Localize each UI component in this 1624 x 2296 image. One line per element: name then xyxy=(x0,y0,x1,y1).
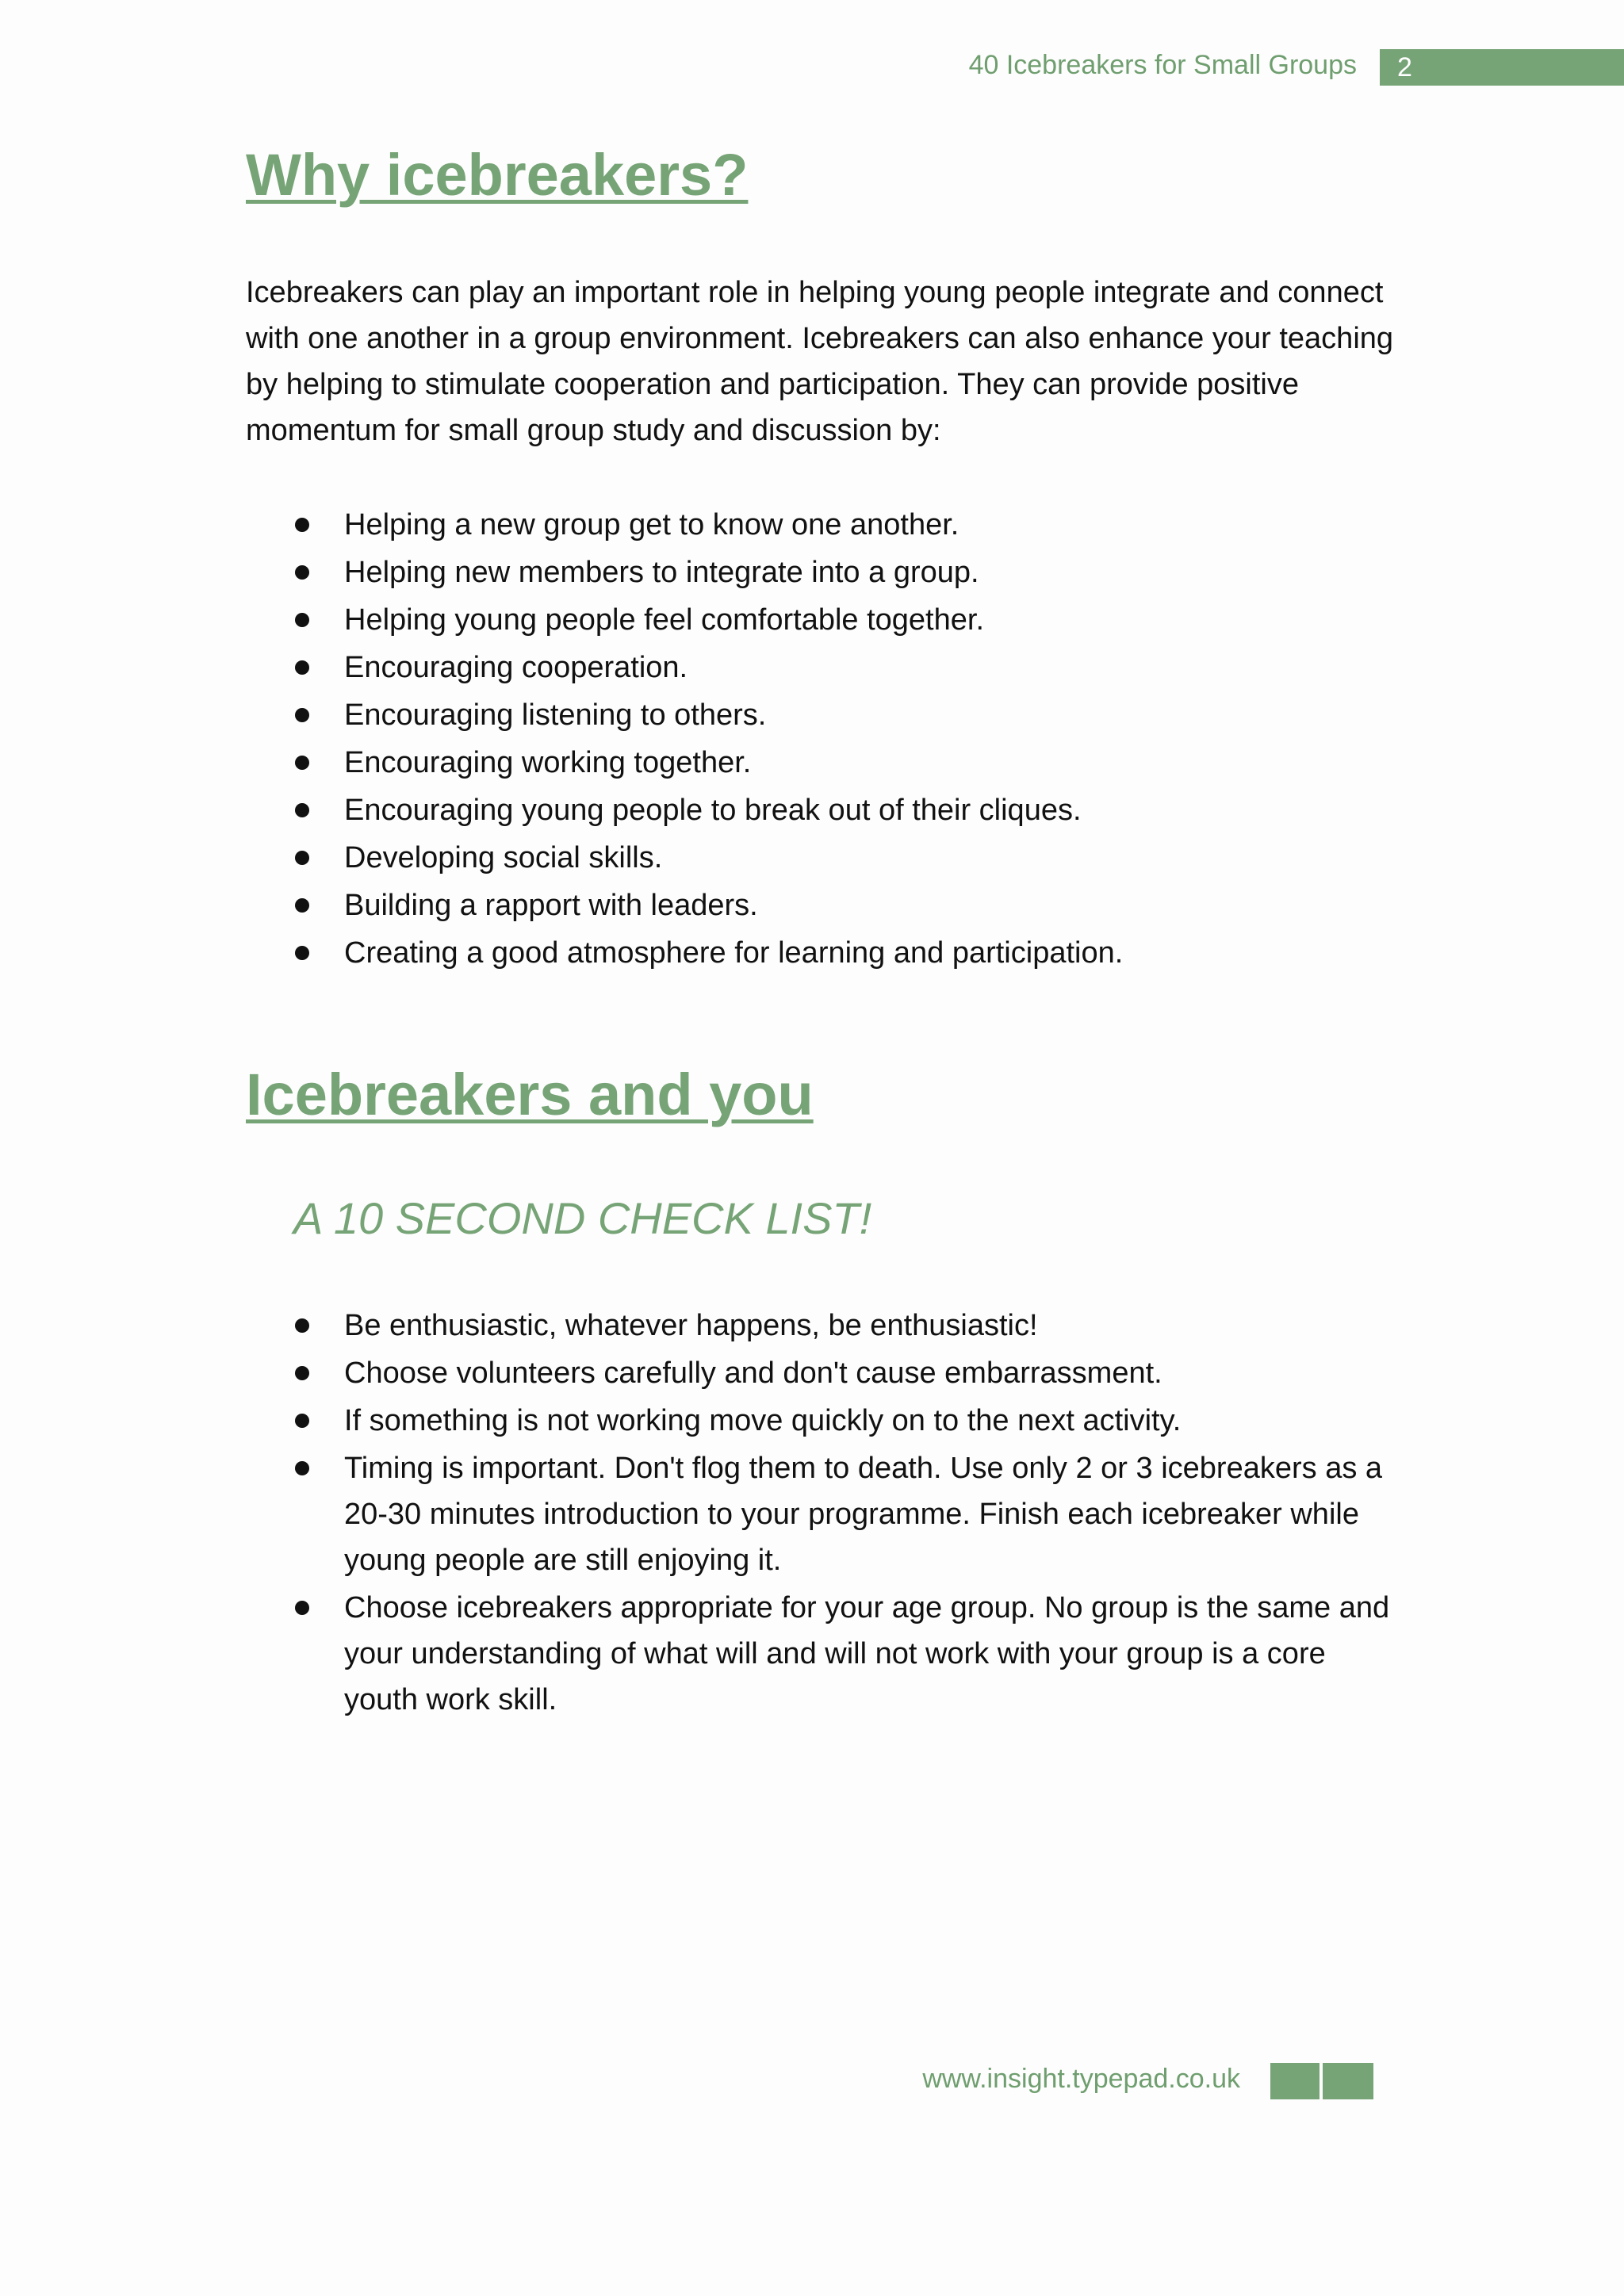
footer-block-left xyxy=(1270,2063,1320,2099)
list-item xyxy=(246,644,1435,691)
list-item-text: Developing social skills. xyxy=(344,841,663,874)
bullet-icon xyxy=(295,946,309,960)
list-item xyxy=(246,929,1435,977)
bullet-icon xyxy=(295,660,309,675)
bullet-icon xyxy=(295,565,309,580)
bullet-icon xyxy=(295,708,309,722)
list-item-text: Helping new members to integrate into a group. xyxy=(344,556,979,589)
bullet-icon xyxy=(295,1414,309,1428)
list-item xyxy=(246,1398,1404,1444)
benefits-list xyxy=(246,501,1435,977)
list-item-text: Encouraging working together. xyxy=(344,746,752,779)
page-number: 2 xyxy=(1397,52,1412,82)
list-item-text: Helping a new group get to know one another. xyxy=(344,508,959,541)
bullet-icon xyxy=(295,851,309,865)
list-item-text: Creating a good atmosphere for learning and participation. xyxy=(344,936,1124,970)
bullet-icon xyxy=(295,1601,309,1615)
list-item-text: Choose icebreakers appropriate for your age group. No group is the same and your understanding of what will and will not work with your group is a core youth work skill. xyxy=(344,1591,1390,1716)
bullet-icon xyxy=(295,1318,309,1333)
list-item xyxy=(246,549,1435,596)
list-item xyxy=(246,1303,1404,1349)
list-item-text: Timing is important. Don't flog them to death. Use only 2 or 3 icebreakers as a 20-30 minutes introduction to your programme. Finish each icebreaker while young people are still enjoying it. xyxy=(344,1452,1383,1577)
list-item-text: If something is not working move quickly on to the next activity. xyxy=(344,1404,1182,1437)
list-item xyxy=(246,1445,1404,1583)
list-item-text: Encouraging cooperation. xyxy=(344,651,688,684)
list-item xyxy=(246,739,1435,786)
checklist-subheading: A 10 SECOND CHECK LIST! xyxy=(293,1193,872,1243)
bullet-icon xyxy=(295,756,309,770)
list-item xyxy=(246,1350,1404,1396)
list-item xyxy=(246,691,1435,739)
footer-block-right xyxy=(1323,2063,1373,2099)
list-item xyxy=(246,1585,1404,1723)
list-item xyxy=(246,834,1435,882)
footer-url: www.insight.typepad.co.uk xyxy=(922,2064,1240,2094)
list-item-text: Encouraging listening to others. xyxy=(344,698,767,732)
list-item xyxy=(246,786,1435,834)
list-item xyxy=(246,596,1435,644)
bullet-icon xyxy=(295,898,309,913)
list-item-text: Be enthusiastic, whatever happens, be enthusiastic! xyxy=(344,1309,1038,1342)
intro-paragraph: Icebreakers can play an important role in helping young people integrate and connect with one another in a group environment. Icebreakers can also enhance your teaching by helping to stimulate cooperation and participation. They can provide positive momentum for small group study and discussion by: xyxy=(246,276,1394,447)
list-item-text: Building a rapport with leaders. xyxy=(344,889,758,922)
bullet-icon xyxy=(295,518,309,532)
heading-icebreakers-and-you: Icebreakers and you xyxy=(246,1062,814,1127)
bullet-icon xyxy=(295,1461,309,1475)
list-item-text: Encouraging young people to break out of their cliques. xyxy=(344,794,1082,827)
header-page-bar xyxy=(1380,49,1624,86)
checklist xyxy=(246,1303,1404,1723)
list-item xyxy=(246,882,1435,929)
list-item xyxy=(246,501,1435,549)
bullet-icon xyxy=(295,803,309,817)
list-item-text: Helping young people feel comfortable together. xyxy=(344,603,984,637)
bullet-icon xyxy=(295,1366,309,1380)
list-item-text: Choose volunteers carefully and don't cause embarrassment. xyxy=(344,1357,1162,1390)
bullet-icon xyxy=(295,613,309,627)
header-title: 40 Icebreakers for Small Groups xyxy=(968,50,1357,80)
heading-why-icebreakers: Why icebreakers? xyxy=(246,142,749,208)
